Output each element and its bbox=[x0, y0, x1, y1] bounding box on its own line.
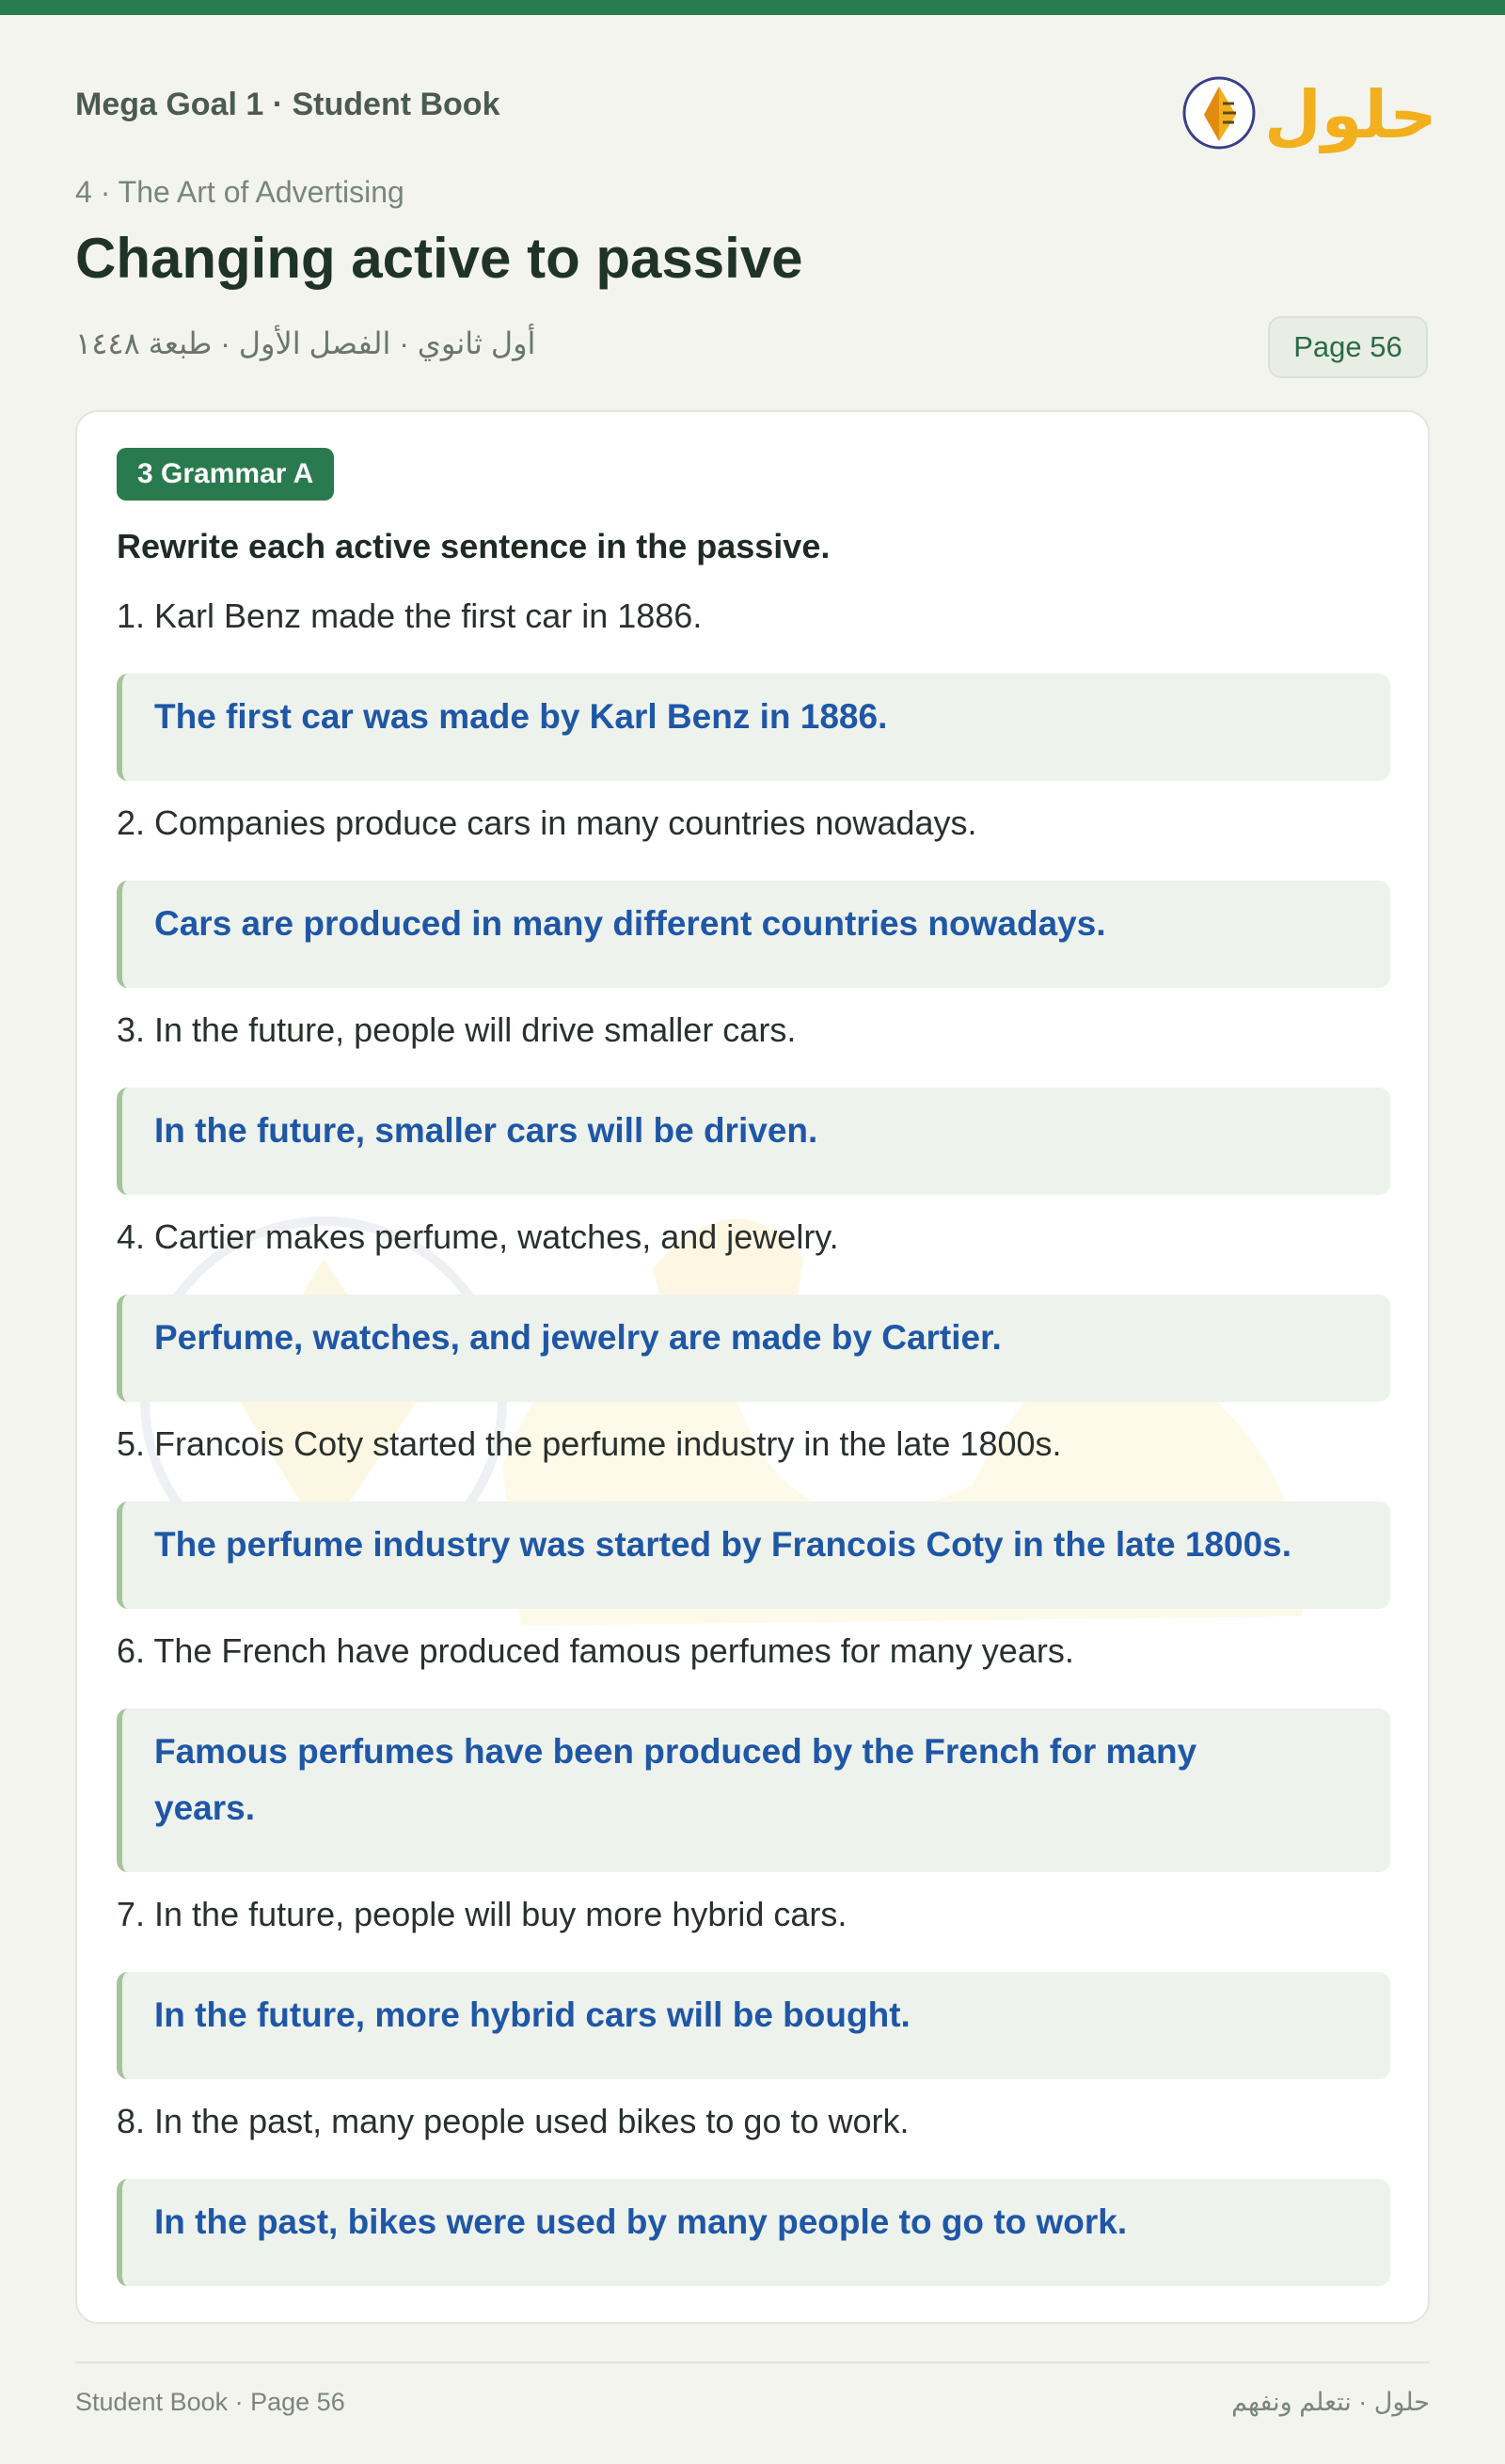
unit-label: 4 · The Art of Advertising bbox=[75, 175, 404, 209]
footer-page-label: Student Book · Page 56 bbox=[75, 2388, 345, 2416]
answer-text: The perfume industry was started by Francois Coty in the late 1800s. bbox=[154, 1525, 1292, 1564]
answer-1 bbox=[117, 674, 1390, 781]
answer-2 bbox=[117, 881, 1390, 988]
arabic-subtitle: أول ثانوي · الفصل الأول · طبعة ١٤٤٨ bbox=[75, 326, 536, 360]
answer-3 bbox=[117, 1088, 1390, 1195]
answer-text: Famous perfumes have been produced by the French for many years. bbox=[154, 1732, 1197, 1827]
answer-text: Cars are produced in many different countries nowadays. bbox=[154, 904, 1106, 943]
answer-text: In the future, smaller cars will be driven. bbox=[154, 1111, 818, 1150]
instruction-text: Rewrite each active sentence in the passive. bbox=[117, 527, 831, 565]
answer-7 bbox=[117, 1972, 1390, 2079]
page-title: Changing active to passive bbox=[75, 227, 803, 290]
answer-5 bbox=[117, 1502, 1390, 1609]
section-tag: 3 Grammar A bbox=[117, 448, 334, 501]
question-7: 7. In the future, people will buy more hybrid cars. bbox=[117, 1895, 848, 1933]
answer-text: Perfume, watches, and jewelry are made by Cartier. bbox=[154, 1318, 1002, 1357]
question-8: 8. In the past, many people used bikes to go to work. bbox=[117, 2102, 910, 2140]
answer-4 bbox=[117, 1295, 1390, 1402]
book-title: Mega Goal 1 · Student Book bbox=[75, 87, 500, 122]
answer-8 bbox=[117, 2179, 1390, 2286]
exercise-card bbox=[75, 410, 1430, 2324]
answer-text: The first car was made by Karl Benz in 1886. bbox=[154, 697, 888, 736]
question-5: 5. Francois Coty started the perfume industry in the late 1800s. bbox=[117, 1424, 1062, 1463]
answer-6 bbox=[117, 1709, 1390, 1872]
question-6: 6. The French have produced famous perfumes for many years. bbox=[117, 1631, 1074, 1670]
hulul-logo bbox=[1181, 58, 1437, 160]
svg-text:حلول: حلول bbox=[1264, 76, 1437, 153]
question-2: 2. Companies produce cars in many countries nowadays. bbox=[117, 803, 977, 842]
answer-text: In the future, more hybrid cars will be bought. bbox=[154, 1995, 911, 2034]
question-4: 4. Cartier makes perfume, watches, and jewelry. bbox=[117, 1217, 839, 1256]
answer-text: In the past, bikes were used by many people to go to work. bbox=[154, 2202, 1128, 2241]
top-accent-bar bbox=[0, 0, 1505, 15]
question-3: 3. In the future, people will drive smaller cars. bbox=[117, 1010, 797, 1049]
question-1: 1. Karl Benz made the first car in 1886. bbox=[117, 596, 703, 635]
page-badge: Page 56 bbox=[1268, 316, 1428, 378]
footer-brand-slogan: حلول · نتعلم ونفهم bbox=[1231, 2388, 1430, 2416]
footer-divider bbox=[75, 2361, 1430, 2363]
